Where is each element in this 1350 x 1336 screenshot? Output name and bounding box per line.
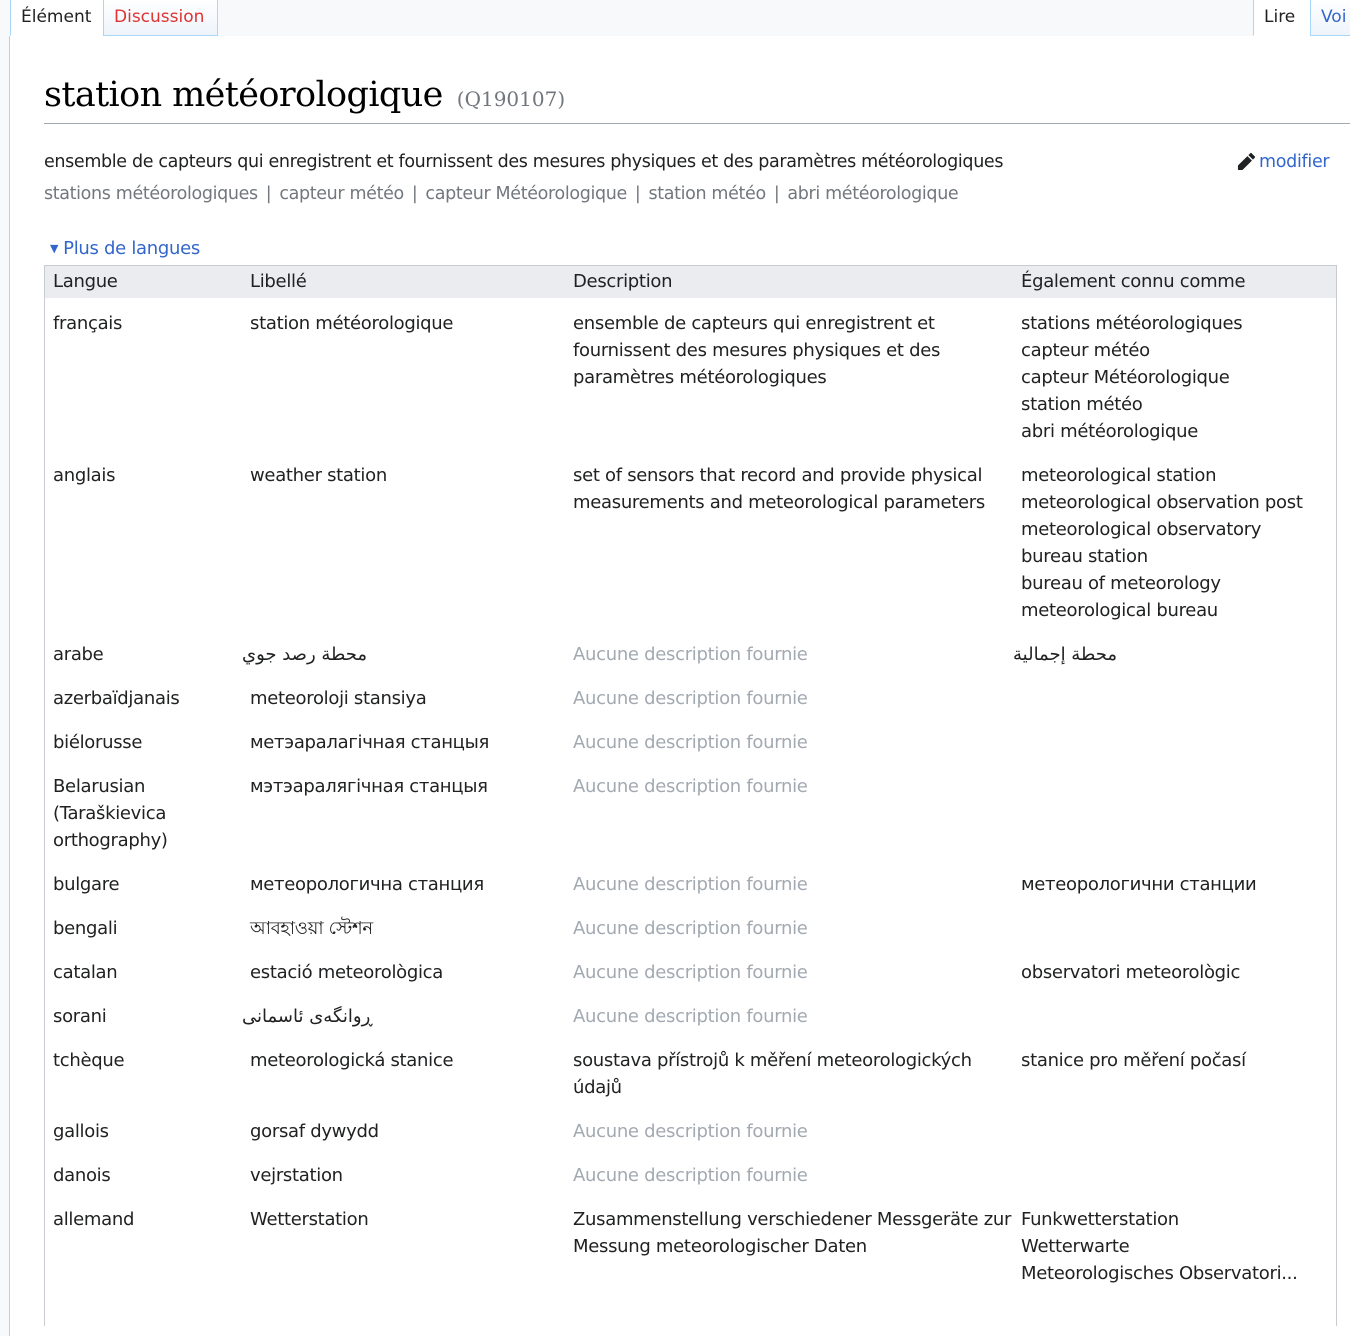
alias-entry: bureau station [1021, 546, 1148, 567]
cell-aliases [1013, 871, 1335, 898]
cell-description: set of sensors that record and provide physical measurements and meteorological parameters [573, 465, 985, 513]
table-row [45, 729, 1336, 756]
cell-description: Aucune description fournie [573, 962, 808, 983]
alias-item: capteur Météorologique [425, 184, 627, 204]
edit-button[interactable] [1237, 150, 1329, 174]
alias-entry: محطة إجمالية [1013, 644, 1117, 665]
cell-description: Aucune description fournie [573, 776, 808, 797]
page-title: station météorologique [44, 75, 443, 115]
more-languages-label: Plus de langues [63, 238, 200, 259]
cell-label: gorsaf dywydd [250, 1121, 379, 1142]
cell-label: আবহাওয়া স্টেশন [250, 918, 373, 939]
table-row [45, 871, 1336, 898]
cell-language: gallois [53, 1121, 109, 1142]
edit-label: modifier [1259, 152, 1330, 172]
cell-label: ڕوانگەی ئاسمانی [242, 1006, 373, 1027]
cell-language: azerbaïdjanais [53, 688, 180, 709]
cell-aliases [1013, 641, 1335, 668]
cell-label: weather station [250, 465, 387, 486]
table-row [45, 685, 1336, 712]
header-label: Libellé [250, 271, 307, 292]
cell-description: Aucune description fournie [573, 1121, 808, 1142]
cell-label: meteorologická stanice [250, 1050, 454, 1071]
cell-language: anglais [53, 465, 116, 486]
cell-language: arabe [53, 644, 104, 665]
alias-entry: Meteorologisches Observatori... [1021, 1263, 1298, 1284]
cell-aliases [1013, 1206, 1335, 1287]
alias-entry: meteorological observation post [1021, 492, 1303, 513]
cell-language: Belarusian (Taraškievica orthography) [53, 776, 168, 851]
alias-separator: | [411, 184, 418, 204]
alias-entry: station météo [1021, 394, 1143, 415]
header-language: Langue [53, 271, 118, 292]
cell-label: метеорологична станция [250, 874, 484, 895]
cell-description: Aucune description fournie [573, 688, 808, 709]
alias-entry: метеорологични станции [1021, 874, 1257, 895]
cell-description: Aucune description fournie [573, 732, 808, 753]
item-id: (Q190107) [456, 87, 566, 111]
alias-entry: meteorological station [1021, 465, 1217, 486]
cell-aliases [1013, 959, 1335, 986]
cell-language: danois [53, 1165, 111, 1186]
cell-language: biélorusse [53, 732, 143, 753]
alias-entry: capteur Météorologique [1021, 367, 1230, 388]
cell-description: Aucune description fournie [573, 918, 808, 939]
cell-label: vejrstation [250, 1165, 343, 1186]
alias-entry: stations météorologiques [1021, 313, 1243, 334]
alias-item: station météo [648, 184, 766, 204]
cell-language: français [53, 313, 123, 334]
page-heading [44, 72, 1350, 124]
alias-entry: Funkwetterstation [1021, 1209, 1179, 1230]
table-body [45, 298, 1336, 1287]
tab-view-history[interactable]: Voi [1310, 0, 1350, 36]
table-row [45, 773, 1336, 854]
cell-label: мэтэаралягічная станцыя [250, 776, 488, 797]
table-row [45, 310, 1336, 445]
cell-aliases [1013, 462, 1335, 624]
item-description: ensemble de capteurs qui enregistrent et fournissent des mesures physiques et des paramètres météorologiques [44, 152, 1004, 172]
cell-label: estació meteorològica [250, 962, 444, 983]
cell-description: ensemble de capteurs qui enregistrent et fournissent des mesures physiques et des paramètres météorologiques [573, 313, 941, 388]
cell-description: soustava přístrojů k měření meteorologických údajů [573, 1050, 972, 1098]
table-row [45, 462, 1336, 624]
table-row [45, 959, 1336, 986]
alias-entry: meteorological bureau [1021, 600, 1218, 621]
alias-entry: meteorological observatory [1021, 519, 1262, 540]
alias-item: capteur météo [279, 184, 404, 204]
alias-entry: abri météorologique [1021, 421, 1198, 442]
alias-entry: stanice pro měření počasí [1021, 1050, 1246, 1071]
table-header [45, 266, 1336, 298]
table-row [45, 1162, 1336, 1189]
table-row [45, 641, 1336, 668]
table-row [45, 1118, 1336, 1145]
cell-description: Zusammenstellung verschiedener Messgeräte zur Messung meteorologischer Daten [573, 1209, 1012, 1257]
alias-separator: | [773, 184, 780, 204]
cell-description: Aucune description fournie [573, 644, 808, 665]
pencil-icon [1237, 152, 1256, 171]
table-row [45, 1003, 1336, 1030]
cell-label: محطة رصد جوي [242, 644, 368, 665]
cell-description: Aucune description fournie [573, 1165, 808, 1186]
tab-discussion[interactable]: Discussion [103, 0, 218, 36]
cell-label: метэаралагічная станцыя [250, 732, 490, 753]
cell-aliases [1013, 1047, 1335, 1074]
cell-label: station météorologique [250, 313, 454, 334]
more-languages-toggle[interactable] [50, 237, 200, 261]
cell-label: meteoroloji stansiya [250, 688, 427, 709]
header-description: Description [573, 271, 673, 292]
alias-separator: | [265, 184, 272, 204]
cell-description: Aucune description fournie [573, 874, 808, 895]
alias-separator: | [634, 184, 641, 204]
cell-aliases [1013, 310, 1335, 445]
tab-read[interactable]: Lire [1253, 0, 1310, 36]
table-row [45, 1206, 1336, 1287]
table-row [45, 1047, 1336, 1101]
cell-language: catalan [53, 962, 118, 983]
cell-language: tchèque [53, 1050, 125, 1071]
alias-item: abri météorologique [787, 184, 959, 204]
cell-language: bengali [53, 918, 118, 939]
table-row [45, 915, 1336, 942]
caret-down-icon: ▼ [50, 242, 59, 255]
alias-item: stations météorologiques [44, 184, 258, 204]
cell-language: sorani [53, 1006, 107, 1027]
cell-description: Aucune description fournie [573, 1006, 808, 1027]
tab-element[interactable]: Élément [10, 0, 103, 36]
header-aliases: Également connu comme [1021, 271, 1246, 292]
alias-entry: bureau of meteorology [1021, 573, 1221, 594]
alias-entry: Wetterwarte [1021, 1236, 1130, 1257]
alias-entry: capteur météo [1021, 340, 1150, 361]
alias-entry: observatori meteorològic [1021, 962, 1241, 983]
cell-label: Wetterstation [250, 1209, 369, 1230]
languages-table [44, 265, 1337, 1326]
alias-list [44, 182, 958, 206]
cell-language: allemand [53, 1209, 135, 1230]
cell-language: bulgare [53, 874, 120, 895]
